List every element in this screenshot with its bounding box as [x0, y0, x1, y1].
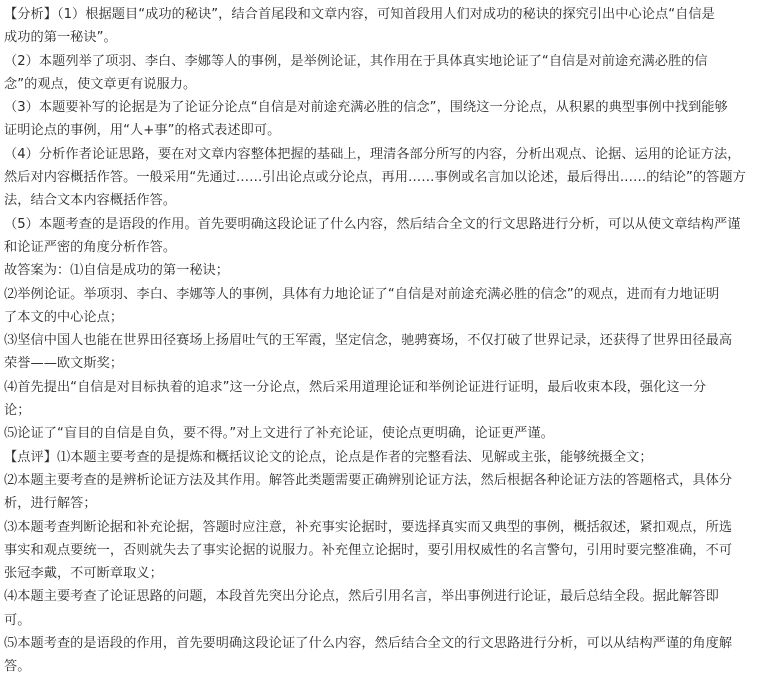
text-line: （4）分析作者论证思路，要在对文章内容整体把握的基础上，理清各部分所写的内容，分析出观点、论据、运用的论证方法，	[4, 146, 741, 162]
text-line: 证明论点的事例，用“人+事”的格式表述即可。	[4, 123, 281, 139]
text-line: （3）本题要补写的论据是为了论证分论点“自信是对前途充满必胜的信念”，围绕这一分论点，从积累的典型事例中找到能够	[4, 100, 728, 116]
text-line: ⑶本题考查判断论据和补充论据，答题时应注意，补充事实论据时，要选择真实而又典型的事例，概括叙述，紧扣观点，所选	[4, 519, 733, 535]
text-line: ⑸本题考查的是语段的作用，首先要明确这段论证了什么内容，然后结合全文的行文思路进行分析，可以从结构严谨的角度解	[4, 636, 733, 652]
text-line: 可。	[4, 612, 31, 628]
text-line: 和论证严密的角度分析作答。	[4, 239, 177, 255]
text-line: 事实和观点要统一，否则就失去了事实论据的说服力。补充俚立论据时，要引用权威性的名言警句，引用时要完整准确，不可	[4, 542, 733, 558]
text-line: 论；	[4, 403, 31, 419]
text-line: 法，结合文本内容概括作答。	[4, 193, 177, 209]
text-line: 【点评】⑴本题主要考查的是提炼和概括议论文的论点，论点是作者的完整看法、见解或主张，能够统摄全文；	[4, 449, 653, 465]
text-line: ⑵本题主要考查的是辨析论证方法及其作用。解答此类题需要正确辨别论证方法，然后根据各种论证方法的答题格式，具体分	[4, 472, 733, 488]
text-line: ⑸论证了“盲目的自信是自负，要不得。”对上文进行了补充论证，使论点更明确，论证更严谨。	[4, 426, 554, 442]
text-line: 【分析】（1）根据题目“成功的秘诀”，结合首尾段和文章内容，可知首段用人们对成功的秘诀的探究引出中心论点“自信是	[4, 7, 715, 22]
text-line: ⑶坚信中国人也能在世界田径赛场上扬眉吐气的王军霞，坚定信念，驰骋赛场，不仅打破了世界记录，还获得了世界田径最高	[4, 333, 733, 349]
text-line: 成功的第一秘诀”。	[4, 30, 117, 46]
text-line: （5）本题考查的是语段的作用。首先要明确这段论证了什么内容，然后结合全文的行文思路进行分析，可以从使文章结构严谨	[4, 216, 741, 232]
text-line: ⑷首先提出“自信是对目标执着的追求”这一分论点，然后采用道理论证和举例论证进行证明，最后收束本段，强化这一分	[4, 379, 707, 395]
text-line: ⑵举例论证。举项羽、李白、李娜等人的事例，具体有力地论证了“自信是对前途充满必胜的信念”的观点，进而有力地证明	[4, 286, 720, 302]
text-line: 荣誉——欧文斯奖；	[4, 356, 124, 372]
text-line: 张冠李戴，不可断章取义；	[4, 566, 163, 582]
text-line: 了本文的中心论点；	[4, 309, 124, 325]
text-line: 念”的观点，使文章更有说服力。	[4, 76, 197, 92]
text-line: ⑷本题主要考查了论证思路的问题，本段首先突出分论点，然后引用名言，举出事例进行论证，最后总结全段。据此解答即	[4, 589, 719, 605]
text-line: 然后对内容概括作答。一般采用“先通过……引出论点或分论点，再用……事例或名言加以论述，最后得出……的结论”的答题方	[4, 170, 746, 186]
text-line: 故答案为：⑴自信是成功的第一秘诀；	[4, 263, 230, 279]
text-line: 答。	[4, 659, 31, 675]
text-line: 析，进行解答；	[4, 496, 97, 512]
text-line: （2）本题列举了项羽、李白、李娜等人的事例，是举例论证，其作用在于具体真实地论证了“自信是对前途充满必胜的信	[4, 53, 708, 69]
